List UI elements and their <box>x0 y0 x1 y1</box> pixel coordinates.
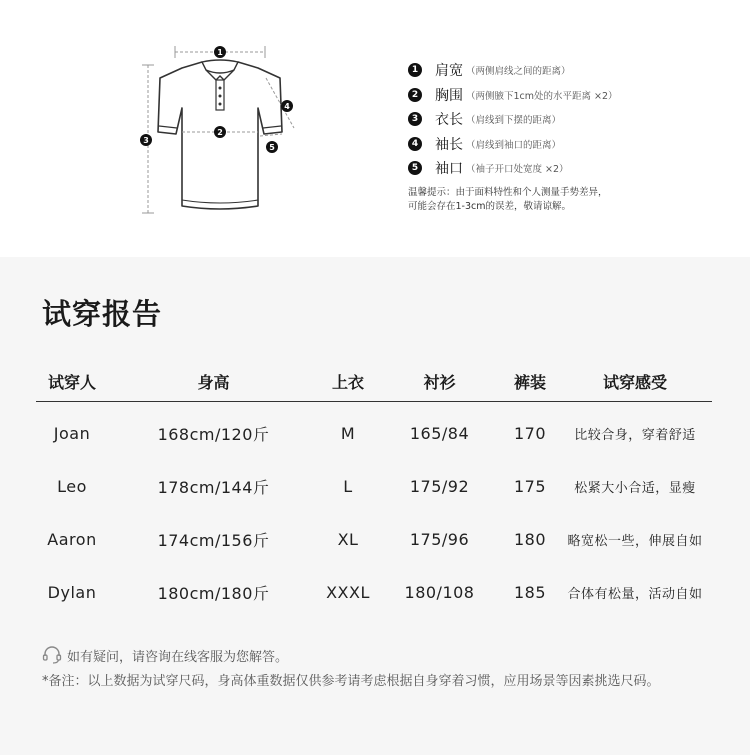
table-header <box>36 362 712 402</box>
legend-item <box>408 132 728 157</box>
polo-shirt-diagram <box>130 30 320 220</box>
cell-tester: Aaron <box>47 530 97 549</box>
legend-desc: （两侧腋下1cm处的水平距离 ×2） <box>466 90 618 102</box>
svg-text:4: 4 <box>284 102 290 111</box>
tip-line-2: 可能会存在1-3cm的误差，敬请谅解。 <box>408 201 571 212</box>
legend-item <box>408 156 728 181</box>
legend-name: 袖口 <box>435 161 463 178</box>
legend-desc: （肩线到下摆的距离） <box>466 115 562 127</box>
cell-height: 180cm/180斤 <box>157 584 270 603</box>
header-top: 上衣 <box>331 373 364 392</box>
legend-desc: （袖子开口处宽度 ×2） <box>466 164 569 176</box>
header-height: 身高 <box>197 373 230 392</box>
svg-text:5: 5 <box>269 143 275 152</box>
header-shirt: 衬衫 <box>423 373 456 392</box>
tip-line-1: 温馨提示：由于面料特性和个人测量手势差异， <box>408 187 608 198</box>
number-badge-icon: 4 <box>408 137 422 151</box>
svg-text:2: 2 <box>217 128 223 137</box>
help-text: 如有疑问，请咨询在线客服为您解答。 <box>67 649 289 665</box>
svg-text:3: 3 <box>143 136 149 145</box>
customer-service-note <box>42 646 722 664</box>
cell-feeling: 松紧大小合适，显瘦 <box>574 481 696 496</box>
header-pants: 裤装 <box>513 373 546 392</box>
size-guide-section <box>0 0 750 257</box>
size-legend <box>408 58 728 181</box>
cell-feeling: 比较合身，穿着舒适 <box>574 428 696 443</box>
table-row <box>36 460 712 513</box>
legend-name: 胸围 <box>435 87 463 104</box>
number-badge-icon: 5 <box>408 161 422 175</box>
legend-item <box>408 58 728 83</box>
table-row <box>36 407 712 460</box>
legend-desc: （肩线到袖口的距离） <box>466 139 562 151</box>
number-badge-icon: 1 <box>408 63 422 77</box>
remark-text: *备注：以上数据为试穿尺码，身高体重数据仅供参考请考虑根据自身穿着习惯，应用场景等因素挑选尺码。 <box>42 674 660 689</box>
cell-shirt: 175/92 <box>409 477 470 496</box>
legend-name: 衣长 <box>435 112 463 129</box>
cell-tester: Dylan <box>47 583 97 602</box>
cell-shirt: 180/108 <box>404 583 475 602</box>
cell-tester: Joan <box>53 424 91 443</box>
cell-feeling: 合体有松量，活动自如 <box>567 587 703 602</box>
svg-text:1: 1 <box>217 48 223 57</box>
cell-pants: 185 <box>513 583 547 602</box>
marker-4-icon <box>281 100 293 112</box>
cell-top: M <box>340 424 356 443</box>
legend-item <box>408 107 728 132</box>
marker-5-icon <box>266 141 278 153</box>
number-badge-icon: 3 <box>408 112 422 126</box>
cell-pants: 175 <box>513 477 547 496</box>
fitting-report-table <box>36 362 712 619</box>
cell-pants: 170 <box>513 424 547 443</box>
marker-2-icon <box>214 126 226 138</box>
legend-desc: （两侧肩线之间的距离） <box>466 66 571 78</box>
table-row <box>36 566 712 619</box>
cell-height: 178cm/144斤 <box>157 478 270 497</box>
number-badge-icon: 2 <box>408 88 422 102</box>
cell-shirt: 175/96 <box>409 530 470 549</box>
table-body <box>36 407 712 619</box>
cell-pants: 180 <box>513 530 547 549</box>
cell-shirt: 165/84 <box>409 424 470 443</box>
legend-name: 肩宽 <box>435 63 463 80</box>
cell-feeling: 略宽松一些，伸展自如 <box>567 534 703 549</box>
cell-top: XXXL <box>326 583 370 602</box>
header-feeling: 试穿感受 <box>602 373 667 392</box>
cell-top: XL <box>337 530 359 549</box>
header-tester: 试穿人 <box>47 373 96 392</box>
cell-height: 168cm/120斤 <box>157 425 270 444</box>
measurement-tip <box>408 186 728 214</box>
marker-1-icon <box>214 46 226 58</box>
cell-height: 174cm/156斤 <box>157 531 270 550</box>
table-row <box>36 513 712 566</box>
report-title: 试穿报告 <box>42 297 163 331</box>
legend-item <box>408 83 728 108</box>
notes <box>42 646 722 689</box>
headset-icon <box>42 646 62 664</box>
cell-tester: Leo <box>57 477 87 496</box>
marker-3-icon <box>140 134 152 146</box>
cell-top: L <box>343 477 353 496</box>
legend-name: 袖长 <box>435 136 463 153</box>
